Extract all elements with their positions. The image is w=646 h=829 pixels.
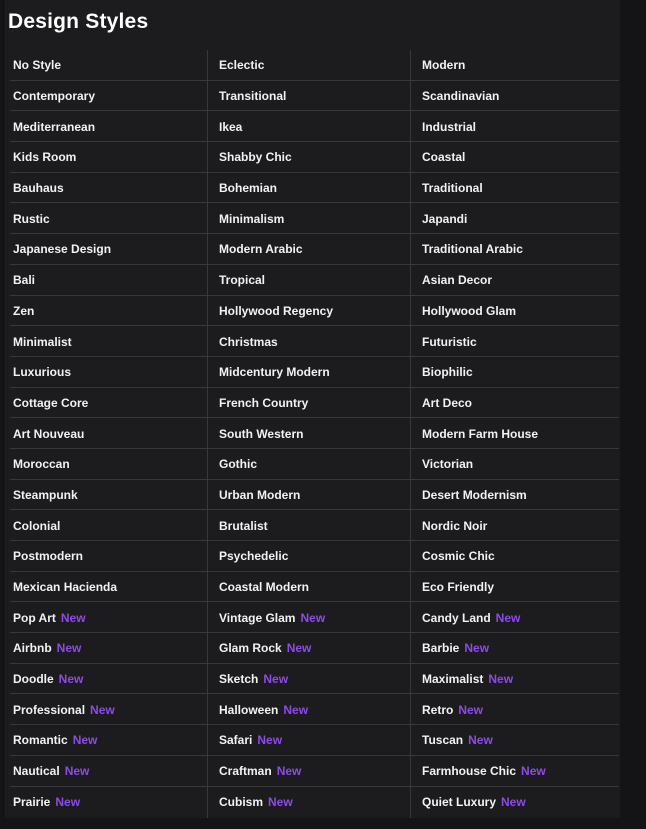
style-option-label: Craftman [219,764,272,779]
style-option-label: Biophilic [422,365,473,380]
style-option-label: Gothic [219,457,257,472]
style-option-label: Brutalist [219,518,268,533]
style-option-label: Traditional Arabic [422,242,523,257]
style-option-label: Mexican Hacienda [13,580,118,595]
style-option-hollywood-regency[interactable] [207,296,410,327]
new-badge: New [60,610,86,625]
style-row [5,173,620,204]
new-badge: New [257,733,283,748]
new-badge: New [286,641,312,656]
style-option-cubism[interactable] [207,787,410,818]
style-option-moroccan[interactable] [5,449,207,480]
style-option-asian-decor[interactable] [410,265,620,296]
style-row [5,541,620,572]
style-option-label: South Western [219,426,304,441]
style-option-industrial[interactable] [410,111,620,142]
style-row [5,81,620,112]
style-option-candy-land[interactable] [410,602,620,633]
style-option-label: Retro [422,702,454,717]
style-option-label: Urban Modern [219,487,301,502]
new-badge: New [56,641,82,656]
style-option-label: Safari [219,733,253,748]
style-row [5,326,620,357]
styles-grid [5,50,620,818]
style-option-label: Contemporary [13,89,96,104]
style-option-label: Nordic Noir [422,518,488,533]
style-option-japanese-design[interactable] [5,234,207,265]
style-option-label: Colonial [13,518,61,533]
style-option-farmhouse-chic[interactable] [410,756,620,787]
style-option-minimalist[interactable] [5,326,207,357]
style-option-postmodern[interactable] [5,541,207,572]
style-option-japandi[interactable] [410,203,620,234]
style-option-label: Maximalist [422,672,484,687]
style-option-bauhaus[interactable] [5,173,207,204]
style-option-modern-arabic[interactable] [207,234,410,265]
style-option-gothic[interactable] [207,449,410,480]
style-option-professional[interactable] [5,694,207,725]
style-option-victorian[interactable] [410,449,620,480]
style-row [5,388,620,419]
style-option-label: Coastal [422,150,466,165]
style-option-bohemian[interactable] [207,173,410,204]
style-option-art-nouveau[interactable] [5,418,207,449]
style-option-romantic[interactable] [5,725,207,756]
style-option-label: Farmhouse Chic [422,764,517,779]
style-option-label: Hollywood Glam [422,303,517,318]
style-row [5,142,620,173]
new-badge: New [268,794,293,809]
style-option-label: Kids Room [13,150,77,165]
style-option-eclectic[interactable] [207,50,410,81]
style-option-quiet-luxury[interactable] [410,787,620,818]
design-styles-panel [5,0,620,818]
style-option-label: Eclectic [219,58,265,73]
new-badge: New [276,764,302,779]
new-badge: New [501,794,526,809]
style-option-label: Nautical [13,764,60,779]
style-row [5,357,620,388]
style-row [5,418,620,449]
style-option-coastal-modern[interactable] [207,572,410,603]
style-option-minimalism[interactable] [207,203,410,234]
style-option-label: Transitional [219,89,287,104]
style-option-label: Japanese Design [13,242,112,257]
style-option-label: Professional [13,702,86,717]
style-option-label: Quiet Luxury [422,794,497,809]
style-option-ikea[interactable] [207,111,410,142]
new-badge: New [58,672,84,687]
style-option-label: Bauhaus [13,181,64,196]
style-option-barbie[interactable] [410,633,620,664]
style-option-label: Eco Friendly [422,580,495,595]
style-option-urban-modern[interactable] [207,480,410,511]
style-option-label: Modern [422,58,466,73]
style-option-label: Doodle [13,672,54,687]
style-row [5,203,620,234]
style-option-scandinavian[interactable] [410,81,620,112]
style-option-halloween[interactable] [207,694,410,725]
style-option-label: Prairie [13,794,51,809]
style-row [5,449,620,480]
style-option-label: Glam Rock [219,641,282,656]
page-title: Design Styles [8,10,149,33]
new-badge: New [263,672,289,687]
style-option-label: No Style [13,58,62,73]
style-option-label: Moroccan [13,457,70,472]
style-option-label: Psychedelic [219,549,289,564]
style-option-coastal[interactable] [410,142,620,173]
style-option-label: Tropical [219,273,266,288]
style-option-psychedelic[interactable] [207,541,410,572]
new-badge: New [495,610,521,625]
style-option-label: Airbnb [13,641,52,656]
style-option-hollywood-glam[interactable] [410,296,620,327]
style-option-tuscan[interactable] [410,725,620,756]
style-row [5,480,620,511]
style-option-brutalist[interactable] [207,510,410,541]
style-option-label: Vintage Glam [219,610,296,625]
style-option-cosmic-chic[interactable] [410,541,620,572]
style-option-modern[interactable] [410,50,620,81]
style-option-label: Sketch [219,672,259,687]
style-option-bali[interactable] [5,265,207,296]
style-option-label: Asian Decor [422,273,493,288]
style-option-modern-farm-house[interactable] [410,418,620,449]
style-option-luxurious[interactable] [5,357,207,388]
style-row [5,111,620,142]
style-option-label: Pop Art [13,610,56,625]
style-option-nordic-noir[interactable] [410,510,620,541]
new-badge: New [464,641,490,656]
style-option-biophilic[interactable] [410,357,620,388]
style-option-nautical[interactable] [5,756,207,787]
style-option-colonial[interactable] [5,510,207,541]
style-option-label: Romantic [13,733,68,748]
style-option-tropical[interactable] [207,265,410,296]
new-badge: New [488,672,514,687]
new-badge: New [64,764,90,779]
style-option-label: Traditional [422,181,483,196]
style-row [5,725,620,756]
style-option-doodle[interactable] [5,664,207,695]
style-option-label: Halloween [219,702,279,717]
style-option-traditional[interactable] [410,173,620,204]
style-row [5,787,620,818]
style-option-rustic[interactable] [5,203,207,234]
new-badge: New [300,610,326,625]
style-row [5,572,620,603]
style-option-label: Desert Modernism [422,487,527,502]
style-option-label: Cubism [219,794,264,809]
style-option-eco-friendly[interactable] [410,572,620,603]
style-option-label: Industrial [422,119,477,134]
style-option-label: Midcentury Modern [219,365,330,380]
style-row [5,234,620,265]
style-option-cottage-core[interactable] [5,388,207,419]
style-option-label: Christmas [219,334,278,349]
style-option-label: Rustic [13,211,50,226]
style-option-prairie[interactable] [5,787,207,818]
style-row [5,602,620,633]
style-option-label: Luxurious [13,365,72,380]
style-row [5,50,620,81]
style-option-label: Cottage Core [13,395,89,410]
style-option-label: Bohemian [219,181,278,196]
style-option-midcentury-modern[interactable] [207,357,410,388]
style-option-label: Modern Arabic [219,242,303,257]
style-row [5,265,620,296]
style-option-label: Art Deco [422,395,473,410]
style-option-french-country[interactable] [207,388,410,419]
style-option-art-deco[interactable] [410,388,620,419]
style-option-label: Steampunk [13,487,78,502]
style-option-craftman[interactable] [207,756,410,787]
style-option-south-western[interactable] [207,418,410,449]
style-option-airbnb[interactable] [5,633,207,664]
style-option-no-style[interactable] [5,50,207,81]
style-row [5,510,620,541]
style-option-desert-modernism[interactable] [410,480,620,511]
style-row [5,664,620,695]
style-option-vintage-glam[interactable] [207,602,410,633]
style-option-christmas[interactable] [207,326,410,357]
style-option-futuristic[interactable] [410,326,620,357]
style-option-kids-room[interactable] [5,142,207,173]
style-option-glam-rock[interactable] [207,633,410,664]
style-row [5,296,620,327]
style-option-label: Bali [13,273,36,288]
style-option-label: Shabby Chic [219,150,292,165]
style-option-transitional[interactable] [207,81,410,112]
style-option-label: Scandinavian [422,89,500,104]
style-option-safari[interactable] [207,725,410,756]
style-option-label: Hollywood Regency [219,303,334,318]
style-option-pop-art[interactable] [5,602,207,633]
style-option-sketch[interactable] [207,664,410,695]
style-row [5,694,620,725]
new-badge: New [90,702,115,717]
style-option-label: Zen [13,303,35,318]
style-option-maximalist[interactable] [410,664,620,695]
style-option-traditional-arabic[interactable] [410,234,620,265]
style-option-label: Art Nouveau [13,426,85,441]
style-row [5,633,620,664]
style-option-label: Futuristic [422,334,477,349]
style-option-label: Mediterranean [13,119,96,134]
style-row [5,756,620,787]
style-option-steampunk[interactable] [5,480,207,511]
style-option-contemporary[interactable] [5,81,207,112]
style-option-label: Candy Land [422,610,491,625]
style-option-label: Minimalism [219,211,285,226]
new-badge: New [55,794,81,809]
style-option-mediterranean[interactable] [5,111,207,142]
style-option-label: Coastal Modern [219,580,310,595]
style-option-label: Postmodern [13,549,84,564]
style-option-shabby-chic[interactable] [207,142,410,173]
style-option-retro[interactable] [410,694,620,725]
style-option-label: Modern Farm House [422,426,539,441]
new-badge: New [468,733,493,748]
new-badge: New [72,733,98,748]
style-option-label: Japandi [422,211,468,226]
new-badge: New [521,764,546,779]
style-option-zen[interactable] [5,296,207,327]
style-option-label: French Country [219,395,309,410]
style-option-label: Barbie [422,641,460,656]
style-option-label: Cosmic Chic [422,549,495,564]
style-option-label: Tuscan [422,733,464,748]
style-option-label: Ikea [219,119,243,134]
new-badge: New [458,702,484,717]
style-option-label: Victorian [422,457,474,472]
style-option-label: Minimalist [13,334,72,349]
new-badge: New [283,702,309,717]
style-option-mexican-hacienda[interactable] [5,572,207,603]
